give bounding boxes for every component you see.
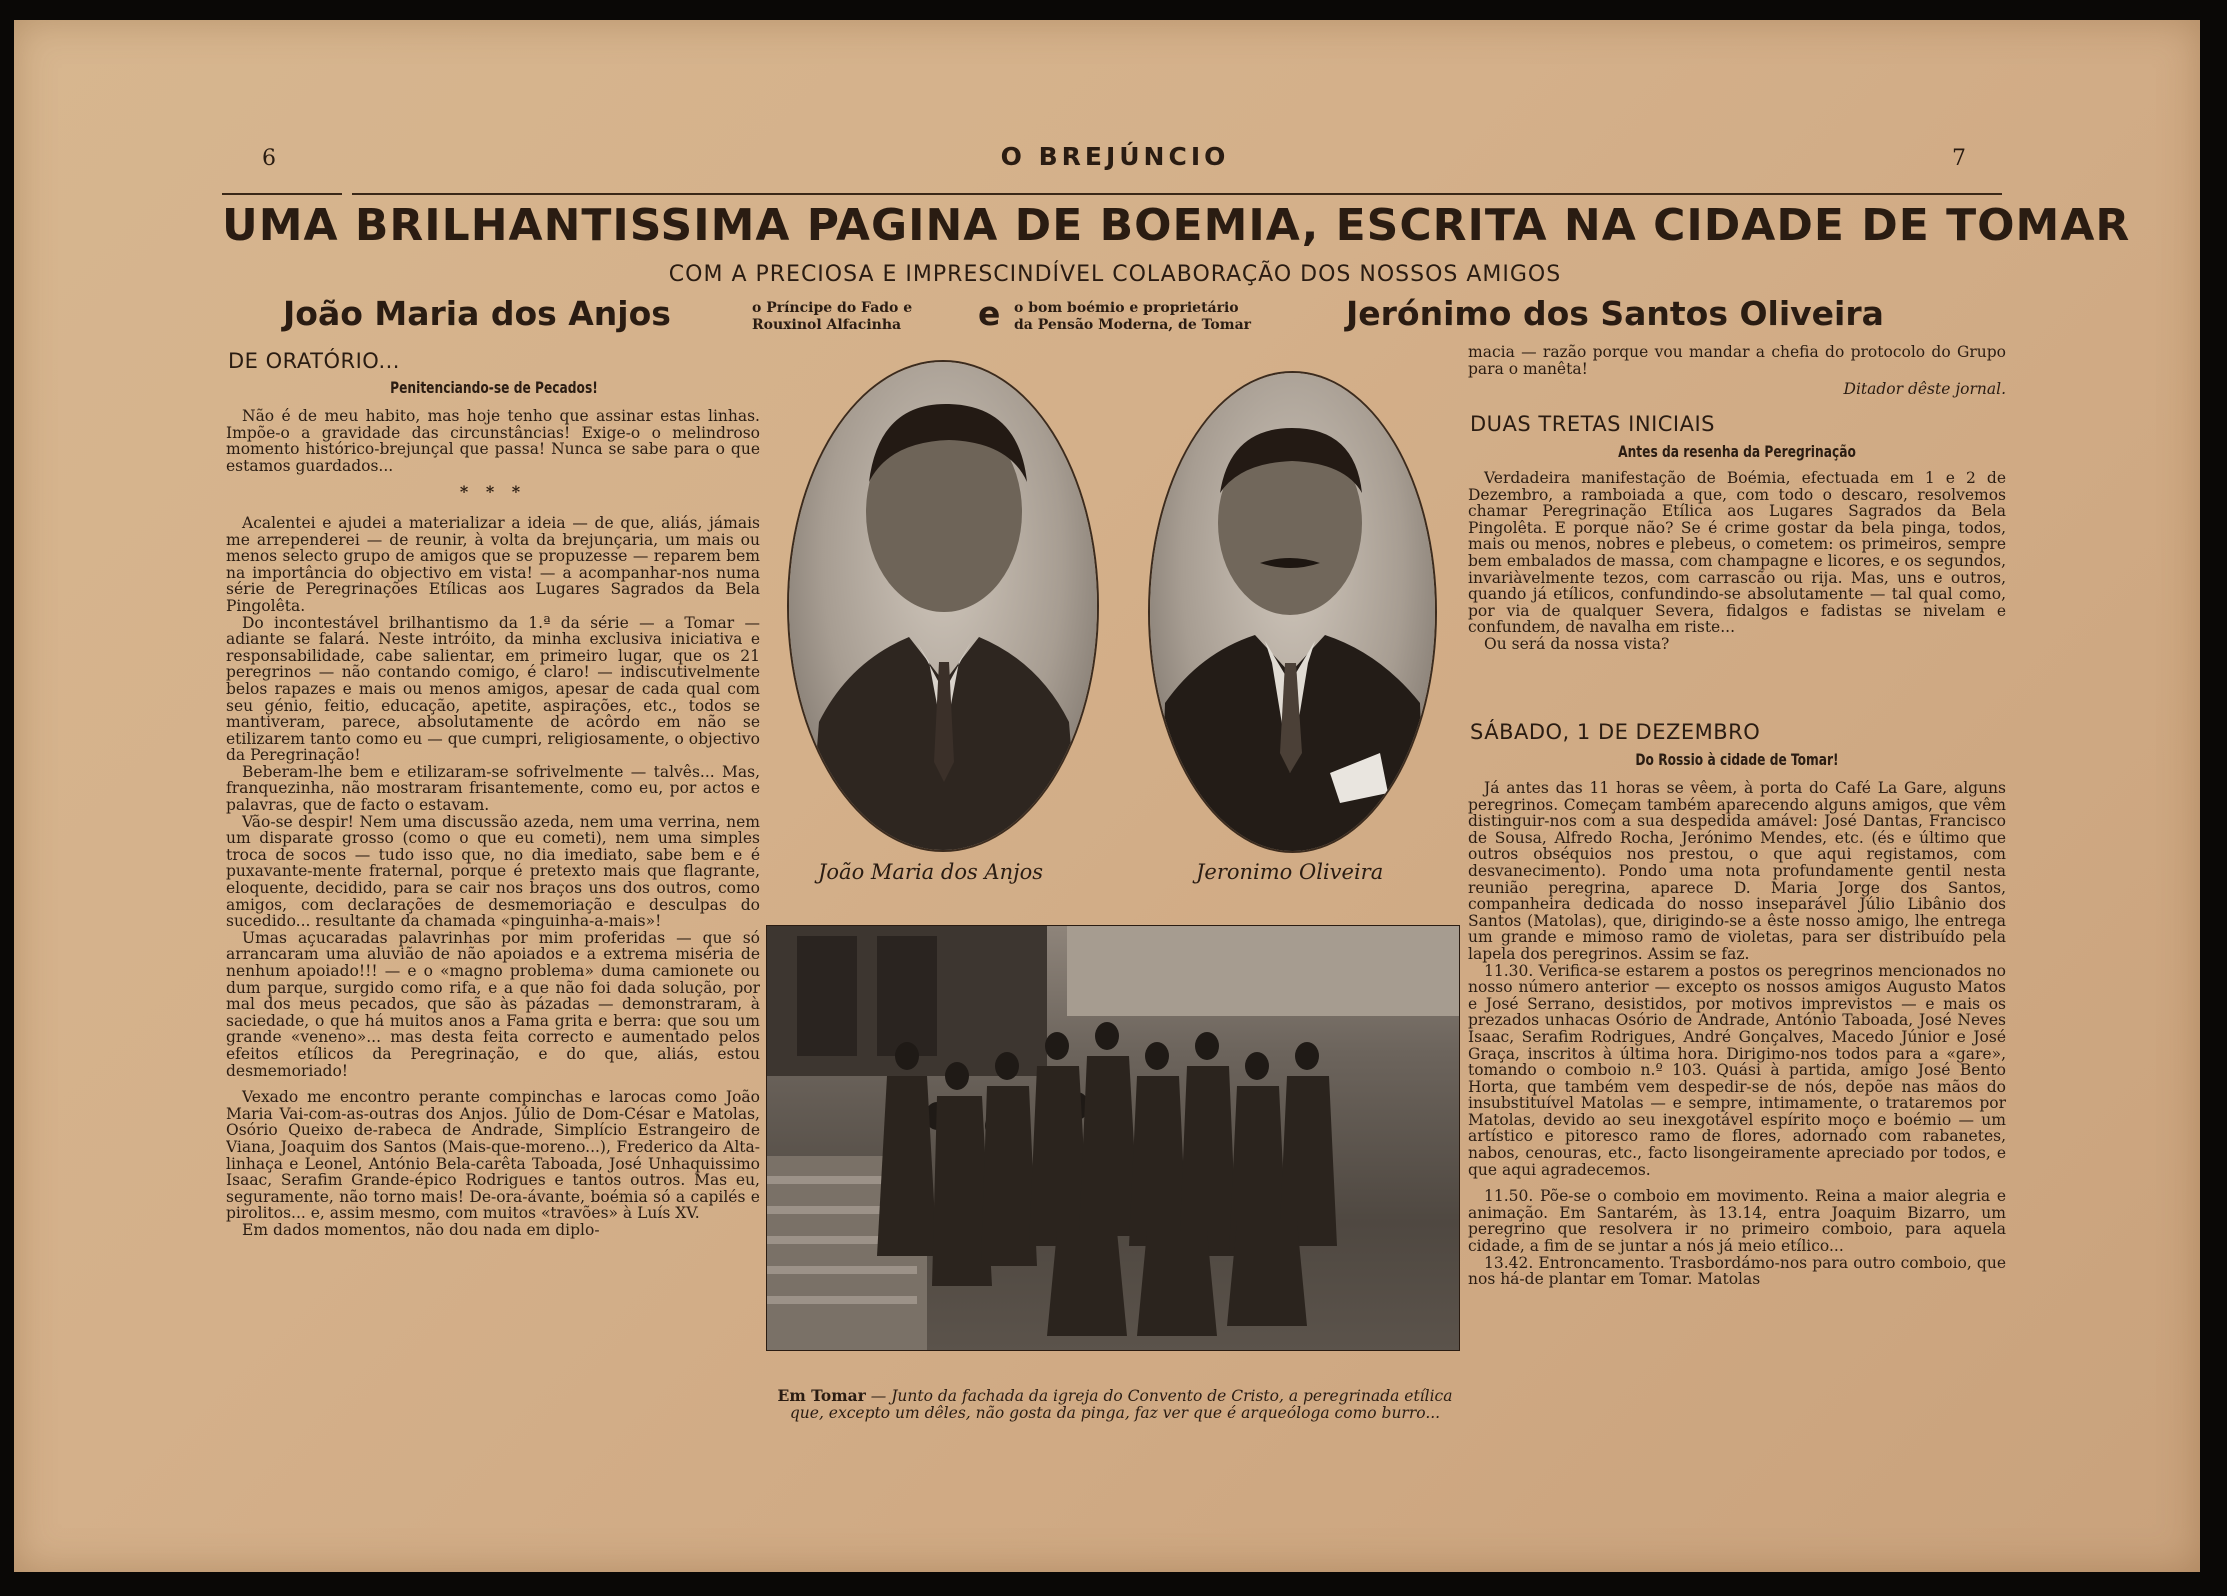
right-desc-line-2: da Pensão Moderna, de Tomar: [1014, 317, 1252, 333]
right-name-description: [1014, 300, 1251, 334]
left-name: João Maria dos Anjos: [283, 294, 671, 333]
paragraph: Em dados momentos, não dou nada em diplo-: [242, 1220, 600, 1239]
portrait-jeronimo-oliveira: [1150, 373, 1435, 851]
paragraph: 13.42. Entroncamento. Trasbordámo-nos para outro comboio, que nos há-de plantar em Tomar. Matolas: [1468, 1253, 2006, 1289]
paragraph: Acalentei e ajudei a materializar a ideia — de que, aliás, jámais me arrependerei — de reunir, à volta da brejunçaria, um mais ou menos selecto grupo de amigos que se propuzesse — reparem bem na importância do objectivo em vista! — a acompanhar-nos numa série de Peregrinações Etílicas aos Lugares Sagrados da Bela Pingolêta.: [226, 513, 760, 615]
paragraph: Já antes das 11 horas se vêem, à porta do Café La Gare, alguns peregrinos. Começam também aparecendo alguns amigos, que vêm distinguir-nos com a sua despedida amável: José Dantas, Francisco de Sousa, Alfredo Rocha, Jerónimo Mendes, etc. (és e último que outros obséquios nos prestou, o que aqui registamos, com desvanecimento). Pondo uma nota profundamente gentil nesta reunião peregrina, aparece D. Maria Jorge dos Santos, companheira dedicada do nosso inseparável Júlio Libânio dos Santos (Matolas), que, dirigindo-se a êste nosso amigo, lhe entrega um grande e mimoso ramo de violetas, para ser distribuído pela lapela dos peregrinos. Assim se faz.: [1468, 780, 2006, 963]
paragraph: macia — razão porque vou mandar a chefia do protocolo do Grupo para o manêta!: [1468, 343, 2006, 378]
column-right-part1: [1468, 470, 2006, 710]
column-right-top: [1468, 344, 2006, 398]
page-number-right: 7: [1952, 146, 1966, 171]
left-name-description: [752, 300, 912, 334]
page-subhead: COM A PRECIOSA E IMPRESCINDÍVEL COLABORAÇÃO DOS NOSSOS AMIGOS: [668, 262, 1562, 287]
left-desc-line-1: o Príncipe do Fado e: [752, 300, 913, 316]
separator-stars: * * *: [459, 482, 527, 502]
group-photo-scene: [767, 926, 1459, 1350]
paragraph: Do incontestável brilhantismo da 1.ª da série — a Tomar — adiante se falará. Neste intróito, da minha exclusiva iniciativa e responsabilidade, cabe salientar, em primeiro lugar, que os 21 peregrinos — não contando comigo, é claro! — indiscutivelmente belos rapazes e mais ou menos amigos, apesar de cada qual com seu génio, feitio, educação, apetite, aspirações, etc., todos se mantiveram, parece, absolutamente de acôrdo em não se etilizarem tanto como eu — que cumpri, religiosamente, o objectivo da Peregrinação!: [226, 613, 760, 765]
portrait-figure-left: [789, 362, 1097, 850]
kicker-rossio: Do Rossio à cidade de Tomar!: [1635, 750, 1839, 769]
caption-right-portrait: Jeronimo Oliveira: [1196, 860, 1384, 884]
paragraph: 11.50. Põe-se o comboio em movimento. Reina a maior alegria e animação. Em Santarém, às 13.14, entra Joaquim Bizarro, um peregrino que resolvera ir no primeiro comboio, para aquela cidade, a fim de se juntar a nós já meio etílico...: [1468, 1187, 2006, 1256]
paragraph: Vexado me encontro perante compinchas e larocas como João Maria Vai-com-as-outras dos Anjos. Júlio de Dom-César e Matolas, Osório Queixo de-rabeca de Andrade, Simplício Estrangeiro de Viana, Joaquim dos Santos (Mais-que-moreno...), Frederico da Alta-linhaça e Leonel, António Bela-carêta Taboada, José Unhaquissimo Isaac, Serafim Grande-épico Rodrigues e tantos outros. Mas eu, seguramente, não torno mais! De-ora-ávante, boémia só a capilés e pirolitos... e, assim mesmo, com muitos «travões» à Luís XV.: [226, 1088, 760, 1223]
section-duas-tretas: DUAS TRETAS INICIAIS: [1470, 412, 1716, 436]
group-photo-caption: [770, 1387, 1460, 1422]
group-caption-lead: Em Tomar: [777, 1386, 866, 1405]
right-name: Jerónimo dos Santos Oliveira: [1346, 294, 1884, 333]
section-de-oratorio: DE ORATÓRIO...: [228, 349, 400, 373]
editor-signature: Ditador dêste jornal.: [1843, 380, 2006, 399]
and-conjunction: e: [978, 294, 1001, 333]
section-sabado: SÁBADO, 1 DE DEZEMBRO: [1470, 720, 1761, 744]
paragraph: Umas açucaradas palavrinhas por mim proferidas — que só arrancaram uma aluvião de não apoiados e a extrema miséria de nenhum apoiado!!! — e o «magno problema» duma camionete ou dum parque, surgido como rifa, e a que não foi dada solução, por mal dos meus pecados, que são às pázadas — demonstraram, à saciedade, o que há muitos anos a Fama grita e berra: que sou um grande «veneno»... mas desta feita correcto e aumentado pelos efeitos etílicos da Peregrinação, e do que, aliás, estou desmemoriado!: [226, 928, 760, 1080]
page-headline: UMA BRILHANTISSIMA PAGINA DE BOEMIA, ESCRITA NA CIDADE DE TOMAR: [222, 200, 2131, 251]
right-desc-line-1: o bom boémio e proprietário: [1014, 300, 1239, 316]
column-left: [226, 408, 760, 1448]
group-caption-text: — Junto da fachada da igreja do Convento de Cristo, a peregrinada etílica que, excepto um dêles, não gosta da pinga, faz ver que é arqueóloga como burro...: [789, 1387, 1453, 1422]
kicker-resenha: Antes da resenha da Peregrinação: [1618, 442, 1856, 461]
masthead-title: O BREJÚNCIO: [1000, 142, 1230, 171]
paragraph: Não é de meu habito, mas hoje tenho que assinar estas linhas. Impõe-o a gravidade das circunstâncias! Exige-o o melindroso momento histórico-brejunçal que passa! Nunca se sabe para o que estamos guardados...: [226, 408, 760, 475]
paragraph: Vão-se despir! Nem uma discussão azeda, nem uma verrina, nem um disparate grosso (como o que eu cometi), nem uma simples troca de socos — tudo isso que, no dia imediato, sabe bem e é puxavante-mente fraternal, porque é pretexto mais que flagrante, eloquente, decidido, para se cair nos braços uns dos outros, como amigos, com declarações de desmemoriação e desculpas do sucedido... resultante da chamada «pinguinha-a-mais»!: [226, 812, 760, 931]
paragraph: Beberam-lhe bem e etilizaram-se sofrivelmente — talvês... Mas, franquezinha, não mostraram frisantemente, como eu, por actos e palavras, que de facto o estavam.: [226, 762, 760, 815]
caption-left-portrait: João Maria dos Anjos: [818, 860, 1044, 884]
paragraph: Ou será da nossa vista?: [1484, 634, 1670, 653]
kicker-penitenciando: Penitenciando-se de Pecados!: [390, 378, 598, 397]
group-photo-convento-de-cristo: [767, 926, 1459, 1350]
left-desc-line-2: Rouxinol Alfacinha: [752, 317, 902, 333]
page-number-left: 6: [262, 146, 276, 171]
portrait-joao-maria-dos-anjos: [789, 362, 1097, 850]
paragraph: Verdadeira manifestação de Boémia, efectuada em 1 e 2 de Dezembro, a ramboiada a que, com todo o descaro, resolvemos chamar Peregrinação Etílica aos Lugares Sagrados da Bela Pingolêta. E porque não? Se é crime gostar da bela pinga, todos, mais ou menos, nobres e plebeus, o cometem: os primeiros, sempre bem embalados de massa, com champagne e licores, e os segundos, invariàvelmente tezos, com carrascão ou rija. Mas, uns e outros, quando já etílicos, confundindo-se absolutamente — tal qual como, por via de qualquer Severa, fidalgos e fadistas se nivelam e confundem, de navalha em riste...: [1468, 470, 2006, 637]
portrait-figure-right: [1150, 373, 1435, 851]
column-right-part2: [1468, 780, 2006, 1440]
header-rule: [352, 193, 2002, 195]
paragraph: 11.30. Verifica-se estarem a postos os peregrinos mencionados no nosso número anterior — excepto os nossos amigos Augusto Matos e José Serrano, desistidos, por motivos imprevistos — e mais os prezados unhacas Osório de Andrade, António Taboada, José Neves Isaac, Serafim Rodrigues, André Gonçalves, Macedo Júnior e José Graça, inscritos à última hora. Dirigimo-nos todos para a «gare», tomando o comboio n.º 103. Quási à partida, amigo José Bento Horta, que também vem despedir-se de nós, depõe nas mãos do insubstituível Matolas — e sempre, intimamente, o trataremos por Matolas, devido ao seu inexgotável espírito moço e boémio — um artístico e pitoresco ramo de flores, adornado com rabanetes, nabos, cenouras, etc., facto lisongeiramente apreciado por todos, e que aqui agradecemos.: [1468, 961, 2006, 1179]
header-rule-left: [222, 193, 342, 195]
